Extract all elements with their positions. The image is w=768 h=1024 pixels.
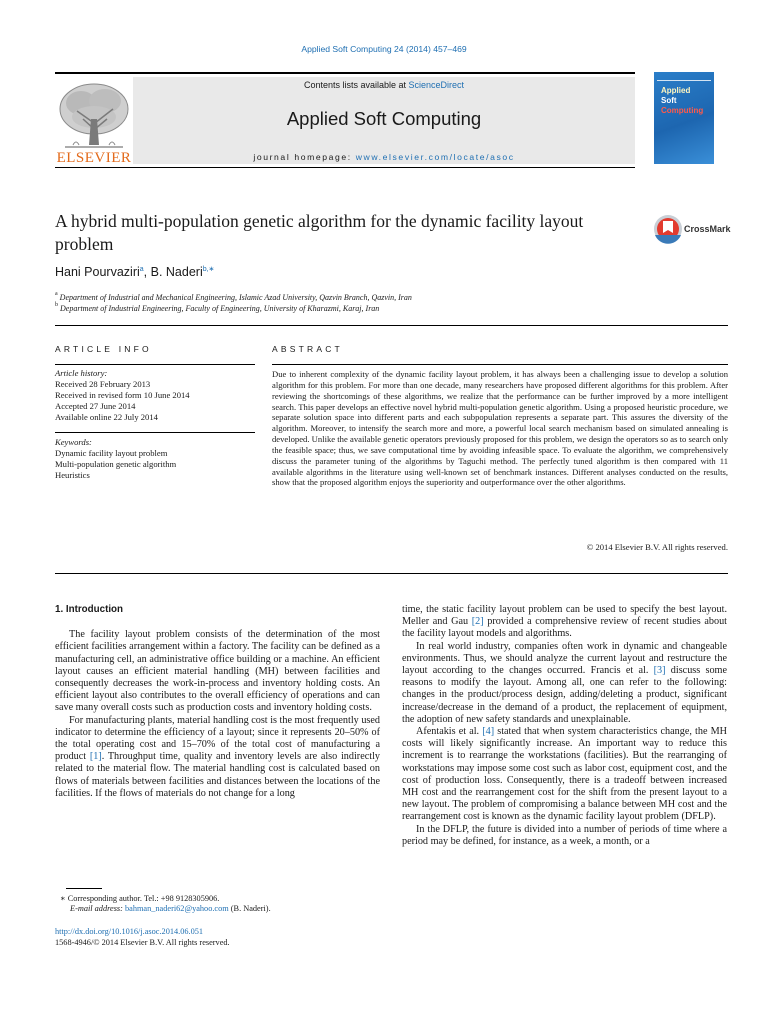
keyword-item: Multi-population genetic algorithm	[55, 459, 177, 469]
abstract-text: Due to inherent complexity of the dynamic facility layout problem, it has always been a challenging issue to develop a solution algorithm for this problem. For more than one decade, many researchers have proposed different algorithms for this problem. After reviewing the shortcomings of these algorithms, we realize that the performance can be further improved by a more intelligent search. This paper develops an effective novel hybrid multi-population genetic algorithm. Using a proposed heuristic procedure, we separate solution space into different parts and each subpopulation represents a separate part. This assures the diversity of the algorithm. Moreover, to intensify the search more and more, a powerful local search mechanism based on simulated annealing is developed. Unlike the available genetic operators previously proposed for this problem, we design the operators so as to search only the feasible space; thus, we save computational time by avoiding infeasible space. To evaluate the algorithm, we comprehensively discuss the parameter tuning of the algorithms by Taguchi method. The perfectly tuned algorithm is then compared with 11 available algorithms in the literature using well-known set of benchmark instances. Different analyses conducted on the results, show that the proposed algorithm enjoys the superiority and outperformance over the other algorithms.	[272, 369, 728, 488]
article-history-label: Article history:	[55, 368, 108, 378]
author-name: B. Naderi	[150, 265, 203, 279]
author-affiliation-mark[interactable]: b,∗	[202, 266, 215, 273]
journal-title: Applied Soft Computing	[286, 108, 482, 129]
body-paragraph	[402, 726, 727, 824]
article-info-rule	[55, 364, 255, 365]
abstract-heading: ABSTRACT	[272, 344, 343, 354]
paragraph-text: Afentakis et al.	[416, 726, 483, 738]
keyword-item: Dynamic facility layout problem	[55, 448, 168, 458]
paragraph-text: provided a comprehensive review of recent studies about the facility layout models and algorithms.	[402, 616, 728, 640]
history-item: Received 28 February 2013	[55, 379, 151, 389]
section-rule	[55, 325, 728, 326]
cover-line-3: Computing	[661, 106, 704, 115]
paragraph-text: In the DFLP, the future is divided into a number of periods of time where a period may be defined, for instance, as a week, a month, or a	[402, 823, 727, 847]
doi-link[interactable]: http://dx.doi.org/10.1016/j.asoc.2014.06.051	[55, 927, 204, 936]
cover-rule	[657, 80, 711, 81]
cover-line-1: Applied	[661, 86, 691, 95]
issn-copyright: 1568-4946/© 2014 Elsevier B.V. All rights reserved.	[55, 938, 230, 947]
article-info-heading: ARTICLE INFO	[55, 344, 152, 354]
email-link[interactable]: bahman_naderi62@yahoo.com	[125, 904, 229, 913]
history-item: Accepted 27 June 2014	[55, 401, 136, 411]
footnote-rule	[66, 888, 102, 889]
body-paragraph	[55, 715, 380, 800]
keywords-label: Keywords:	[55, 437, 92, 447]
citation-link[interactable]: [2]	[471, 616, 484, 628]
author-name: Hani Pourvaziri	[55, 265, 140, 279]
paragraph-text: discuss some reasons to modify the layout. Among all, one can refer to the following: changes in the product/process design, adding/deleting a product, significant increase/decrease in the demand of a product, the replacement of equipment, the adoption of new safety standards and unexplainable.	[402, 665, 728, 725]
corresponding-author-footnote: ∗ Corresponding author. Tel.: +98 9128305906.	[60, 894, 220, 903]
paragraph-text: . Throughput time, quality and inventory levels are also indirectly related to the material flow. The material handling cost is calculated based on flows of materials between facilities and distances between the locations of the facilities. If the flows of materials do not change for a long	[55, 751, 380, 799]
cover-line-2: Soft	[661, 96, 677, 105]
paragraph-text: The facility layout problem consists of the determination of the most efficient facilities arrangement within a factory. The facility can be defined as a manufacturing cell, an administrative office building or a machine. An efficient layout causes an efficient material handling (MH) between facilities and consequently decreases the work-in-process and inventory holding costs. An efficient layout also contributes to the overall efficiency of operations and can save many overall costs such as production costs and inventory holding costs.	[55, 629, 380, 714]
affiliation-mark: b	[55, 302, 58, 308]
homepage-prefix: journal homepage:	[253, 152, 356, 162]
history-item: Received in revised form 10 June 2014	[55, 390, 190, 400]
author-list	[55, 265, 214, 279]
paragraph-text: In real world industry, companies often work in dynamic and changeable environments. Thus, we should analyze the current layout and restructure the layout according to the changes occurred. Francis et al.	[402, 640, 727, 677]
affiliation-mark: a	[55, 291, 58, 297]
affiliation-text: Department of Industrial and Mechanical Engineering, Islamic Azad University, Qazvin Branch, Qazvin, Iran	[59, 293, 412, 302]
author-affiliation-mark[interactable]: a	[139, 266, 144, 273]
contents-available-line	[133, 80, 635, 90]
paragraph-text: time, the static facility layout problem can be used to specify the best layout. Meller and Gau	[402, 604, 727, 628]
journal-cover-image[interactable]	[654, 72, 714, 164]
body-column-left	[55, 604, 380, 800]
affiliation-a	[55, 291, 412, 302]
abstract-rule	[272, 364, 728, 365]
body-paragraph	[402, 824, 727, 848]
email-suffix: (B. Naderi).	[228, 904, 271, 913]
email-footnote	[70, 904, 271, 913]
crossmark-label: CrossMark	[684, 224, 731, 234]
paragraph-text: For manufacturing plants, material handling cost is the most frequently used indicator to determine the efficiency of a layout; since it represents 20–50% of the total operating cost and 15–70% of the total cost of manufacturing a product	[55, 714, 380, 763]
body-paragraph	[402, 641, 727, 726]
section-rule	[55, 573, 728, 574]
citation-link[interactable]: [1]	[89, 751, 102, 763]
elsevier-wordmark: ELSEVIER	[56, 150, 132, 166]
section-heading: 1. Introduction	[55, 604, 124, 615]
body-paragraph	[55, 629, 380, 714]
email-label: E-mail address:	[70, 904, 125, 913]
paper-title: A hybrid multi-population genetic algorithm for the dynamic facility layout problem	[55, 211, 584, 254]
journal-reference-link[interactable]: Applied Soft Computing 24 (2014) 457–469	[301, 44, 467, 54]
journal-homepage-line	[133, 152, 635, 162]
header-rule-bottom	[55, 167, 635, 168]
citation-link[interactable]: [3]	[653, 665, 666, 677]
sciencedirect-link[interactable]: ScienceDirect	[408, 80, 465, 90]
paragraph-text: stated that when system characteristics change, the MH costs will likely significantly increase. An important way to reduce this increment is to rearrange the workstations (facilities). But the rearranging of workstations may impose some cost such as labor cost, equipment cost, and the cost of production loss. Consequently, there is a tradeoff between increased MH cost and the rearrangement cost for the shift from the present layout to a new layout. The problem of compromising a balance between MH cost and the rearrangement cost is known as the dynamic facility layout problem (DFLP).	[402, 726, 728, 823]
citation-link[interactable]: [4]	[482, 726, 495, 738]
cover-title	[661, 86, 703, 116]
contents-prefix: Contents lists available at	[303, 80, 409, 90]
history-item: Available online 22 July 2014	[55, 412, 158, 422]
abstract-copyright: © 2014 Elsevier B.V. All rights reserved.	[586, 542, 728, 552]
affiliation-text: Department of Industrial Engineering, Faculty of Engineering, University of Kharazmi, Karaj, Iran	[60, 304, 380, 313]
body-column-right	[402, 604, 727, 848]
keyword-item: Heuristics	[55, 470, 90, 480]
affiliation-b	[55, 302, 379, 313]
body-paragraph	[402, 604, 727, 641]
article-info-rule	[55, 432, 255, 433]
header-rule-top	[55, 72, 635, 74]
journal-homepage-link[interactable]: www.elsevier.com/locate/asoc	[355, 152, 515, 162]
author-separator: ,	[143, 265, 151, 279]
